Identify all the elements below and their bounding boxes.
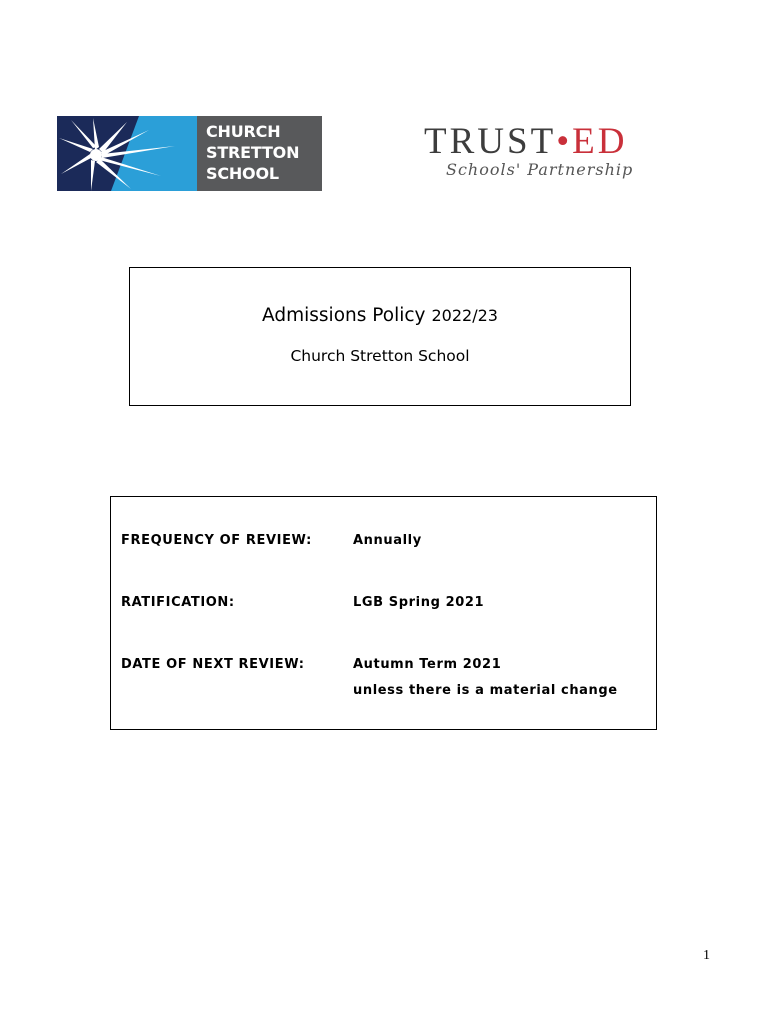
review-label: RATIFICATION:	[121, 595, 235, 610]
review-value-note: unless there is a material change	[353, 683, 618, 698]
page-number: 1	[703, 948, 710, 963]
review-details-box	[110, 496, 657, 730]
trust-word-part1: TRUST	[424, 121, 557, 162]
review-value: LGB Spring 2021	[353, 595, 485, 610]
review-value: Autumn Term 2021	[353, 657, 502, 672]
trust-wordmark	[424, 122, 674, 162]
policy-title-text: Admissions Policy	[262, 305, 426, 326]
policy-title-box	[129, 267, 631, 406]
policy-title	[130, 305, 630, 326]
church-stretton-school-logo	[57, 116, 322, 191]
policy-year: 2022/23	[431, 306, 498, 325]
review-value: Annually	[353, 533, 422, 548]
trust-word-part2: ED	[572, 121, 628, 162]
school-name-line-2: STRETTON	[206, 143, 300, 162]
school-name-line-3: SCHOOL	[206, 164, 279, 183]
trust-script-tagline: Schools' Partnership	[446, 160, 634, 179]
school-emblem-icon	[57, 116, 197, 191]
school-subtitle: Church Stretton School	[290, 347, 470, 365]
school-name-block	[197, 116, 322, 191]
trusted-schools-partnership-logo	[424, 122, 674, 184]
review-label: DATE OF NEXT REVIEW:	[121, 657, 305, 672]
review-label: FREQUENCY OF REVIEW:	[121, 533, 312, 548]
school-name-line-1: CHURCH	[206, 122, 281, 141]
trust-separator-dot: •	[556, 121, 573, 162]
